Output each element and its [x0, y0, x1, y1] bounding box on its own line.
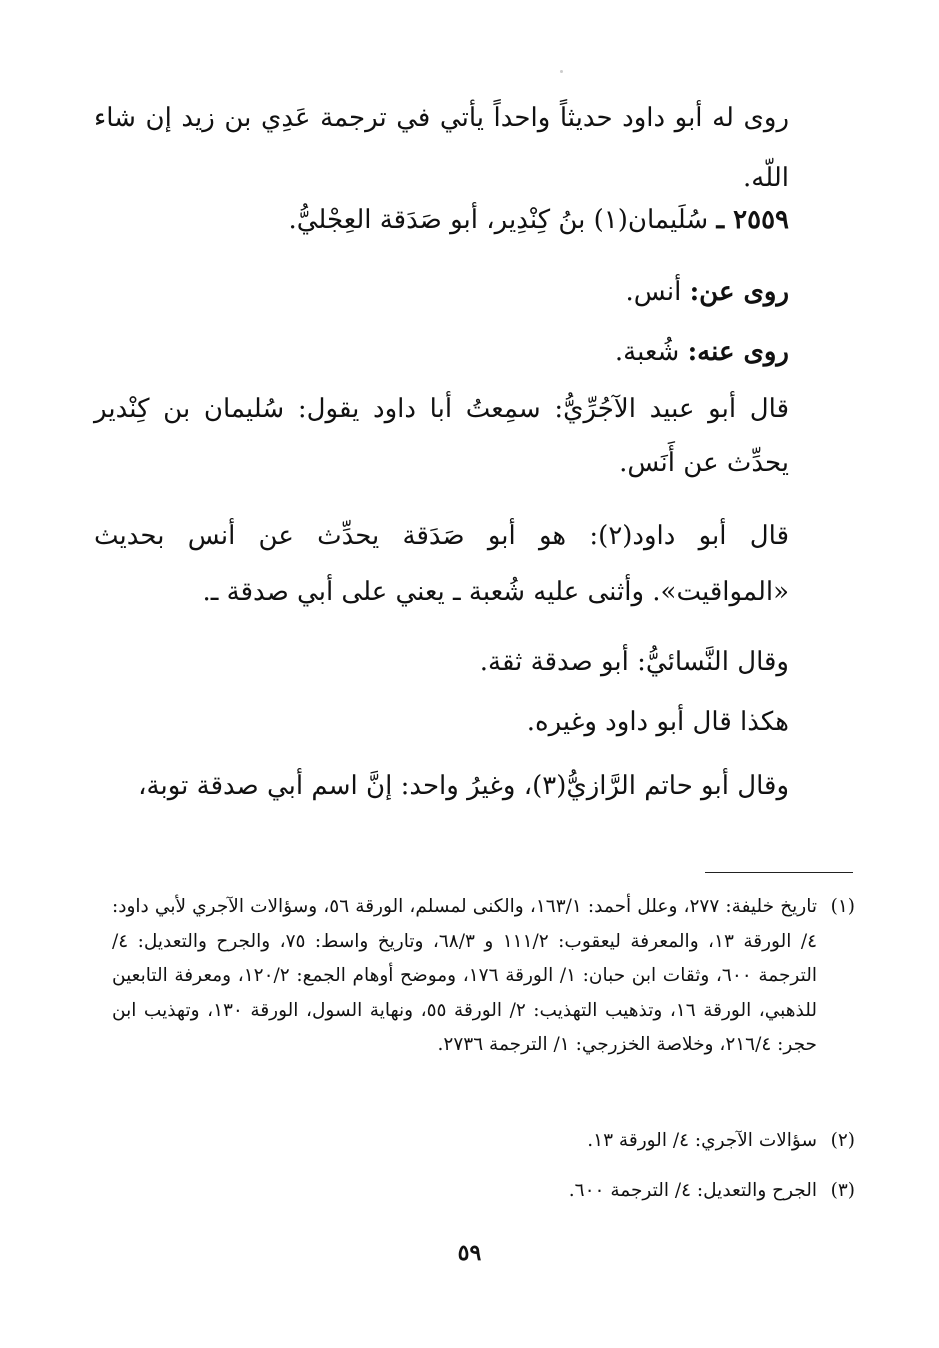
footnote-1-number: (١) — [830, 896, 855, 917]
narrated-by-label: روى عنه: — [687, 337, 789, 367]
footnote-1-text: تاريخ خليفة: ٢٧٧، وعلل أحمد: ١٦٣/١، والكنى لمسلم، الورقة ٥٦، وسؤالات الآجري لأبي داود: ٤/ الورقة ١٣، والمعرفة ليعقوب: ١١١/٢ و ٦٨/٣، وتاريخ واسط: ٧٥، والجرح والتعديل: ٤/ الترجمة ٦٠٠، وثقات ابن حبان: ١/ الورقة ١٧٦، وموضح أوهام الجمع: ١٢٠/٢، ومعرفة التابعين للذهبي، الورقة ١٦، وتذهيب التهذيب: ٢/ الورقة ٥٥، ونهاية السول، الورقة ١٣٠، وتهذيب ابن حجر: ٢١٦/٤، وخلاصة الخزرجي: ١/ الترجمة ٢٧٣٦. — [112, 896, 818, 1055]
paragraph-intro: روى له أبو داود حديثاً واحداً يأتي في ترجمة عَدِي بن زيد إن شاء اللّه. — [94, 103, 789, 193]
footnote-3-number: (٣) — [830, 1180, 855, 1201]
footnote-2-text: سؤالات الآجري: ٤/ الورقة ١٣. — [587, 1130, 817, 1151]
narrated-from-label: روى عن: — [689, 277, 789, 307]
paragraph-abu-hatim: وقال أبو حاتم الرَّازيُّ(٣)، وغيرُ واحد: إنَّ اسم أبي صدقة توبة، — [138, 771, 789, 801]
paragraph-nasai: وقال النَّسائيُّ: أبو صدقة ثقة. — [479, 647, 789, 677]
narrated-by-value: شُعبة. — [614, 337, 680, 367]
page-number: ٥٩ — [457, 1240, 482, 1266]
footnote-1 — [112, 890, 817, 1063]
scan-speck — [560, 70, 563, 73]
footnote-3-text: الجرح والتعديل: ٤/ الترجمة ٦٠٠. — [568, 1180, 817, 1201]
paragraph-hakadha: هكذا قال أبو داود وغيره. — [526, 707, 789, 737]
entry-heading — [288, 200, 789, 240]
paragraph-abu-dawud: قال أبو داود(٢): هو أبو صَدَقة يحدِّث عن أنس بحديث «المواقيت». وأثنى عليه شُعبة ـ يعني على أبي صدقة ـ. — [94, 521, 790, 607]
narrated-from-value: أنس. — [625, 277, 682, 307]
narrated-from-line — [625, 272, 789, 312]
entry-name: سُلَيمان(١) بنُ كِنْدِير، أبو صَدَقة العِجْليُّ. — [288, 205, 709, 235]
footnote-2-number: (٢) — [830, 1130, 855, 1151]
entry-number: ٢٥٥٩ ـ — [716, 205, 789, 235]
paragraph-ajurri: قال أبو عبيد الآجُرِّيُّ: سمِعتُ أبا داود يقول: سُليمان بن كِنْدير يحدِّث عن أَنَس. — [94, 394, 790, 478]
footnote-separator — [705, 872, 853, 873]
narrated-by-line — [615, 332, 789, 372]
